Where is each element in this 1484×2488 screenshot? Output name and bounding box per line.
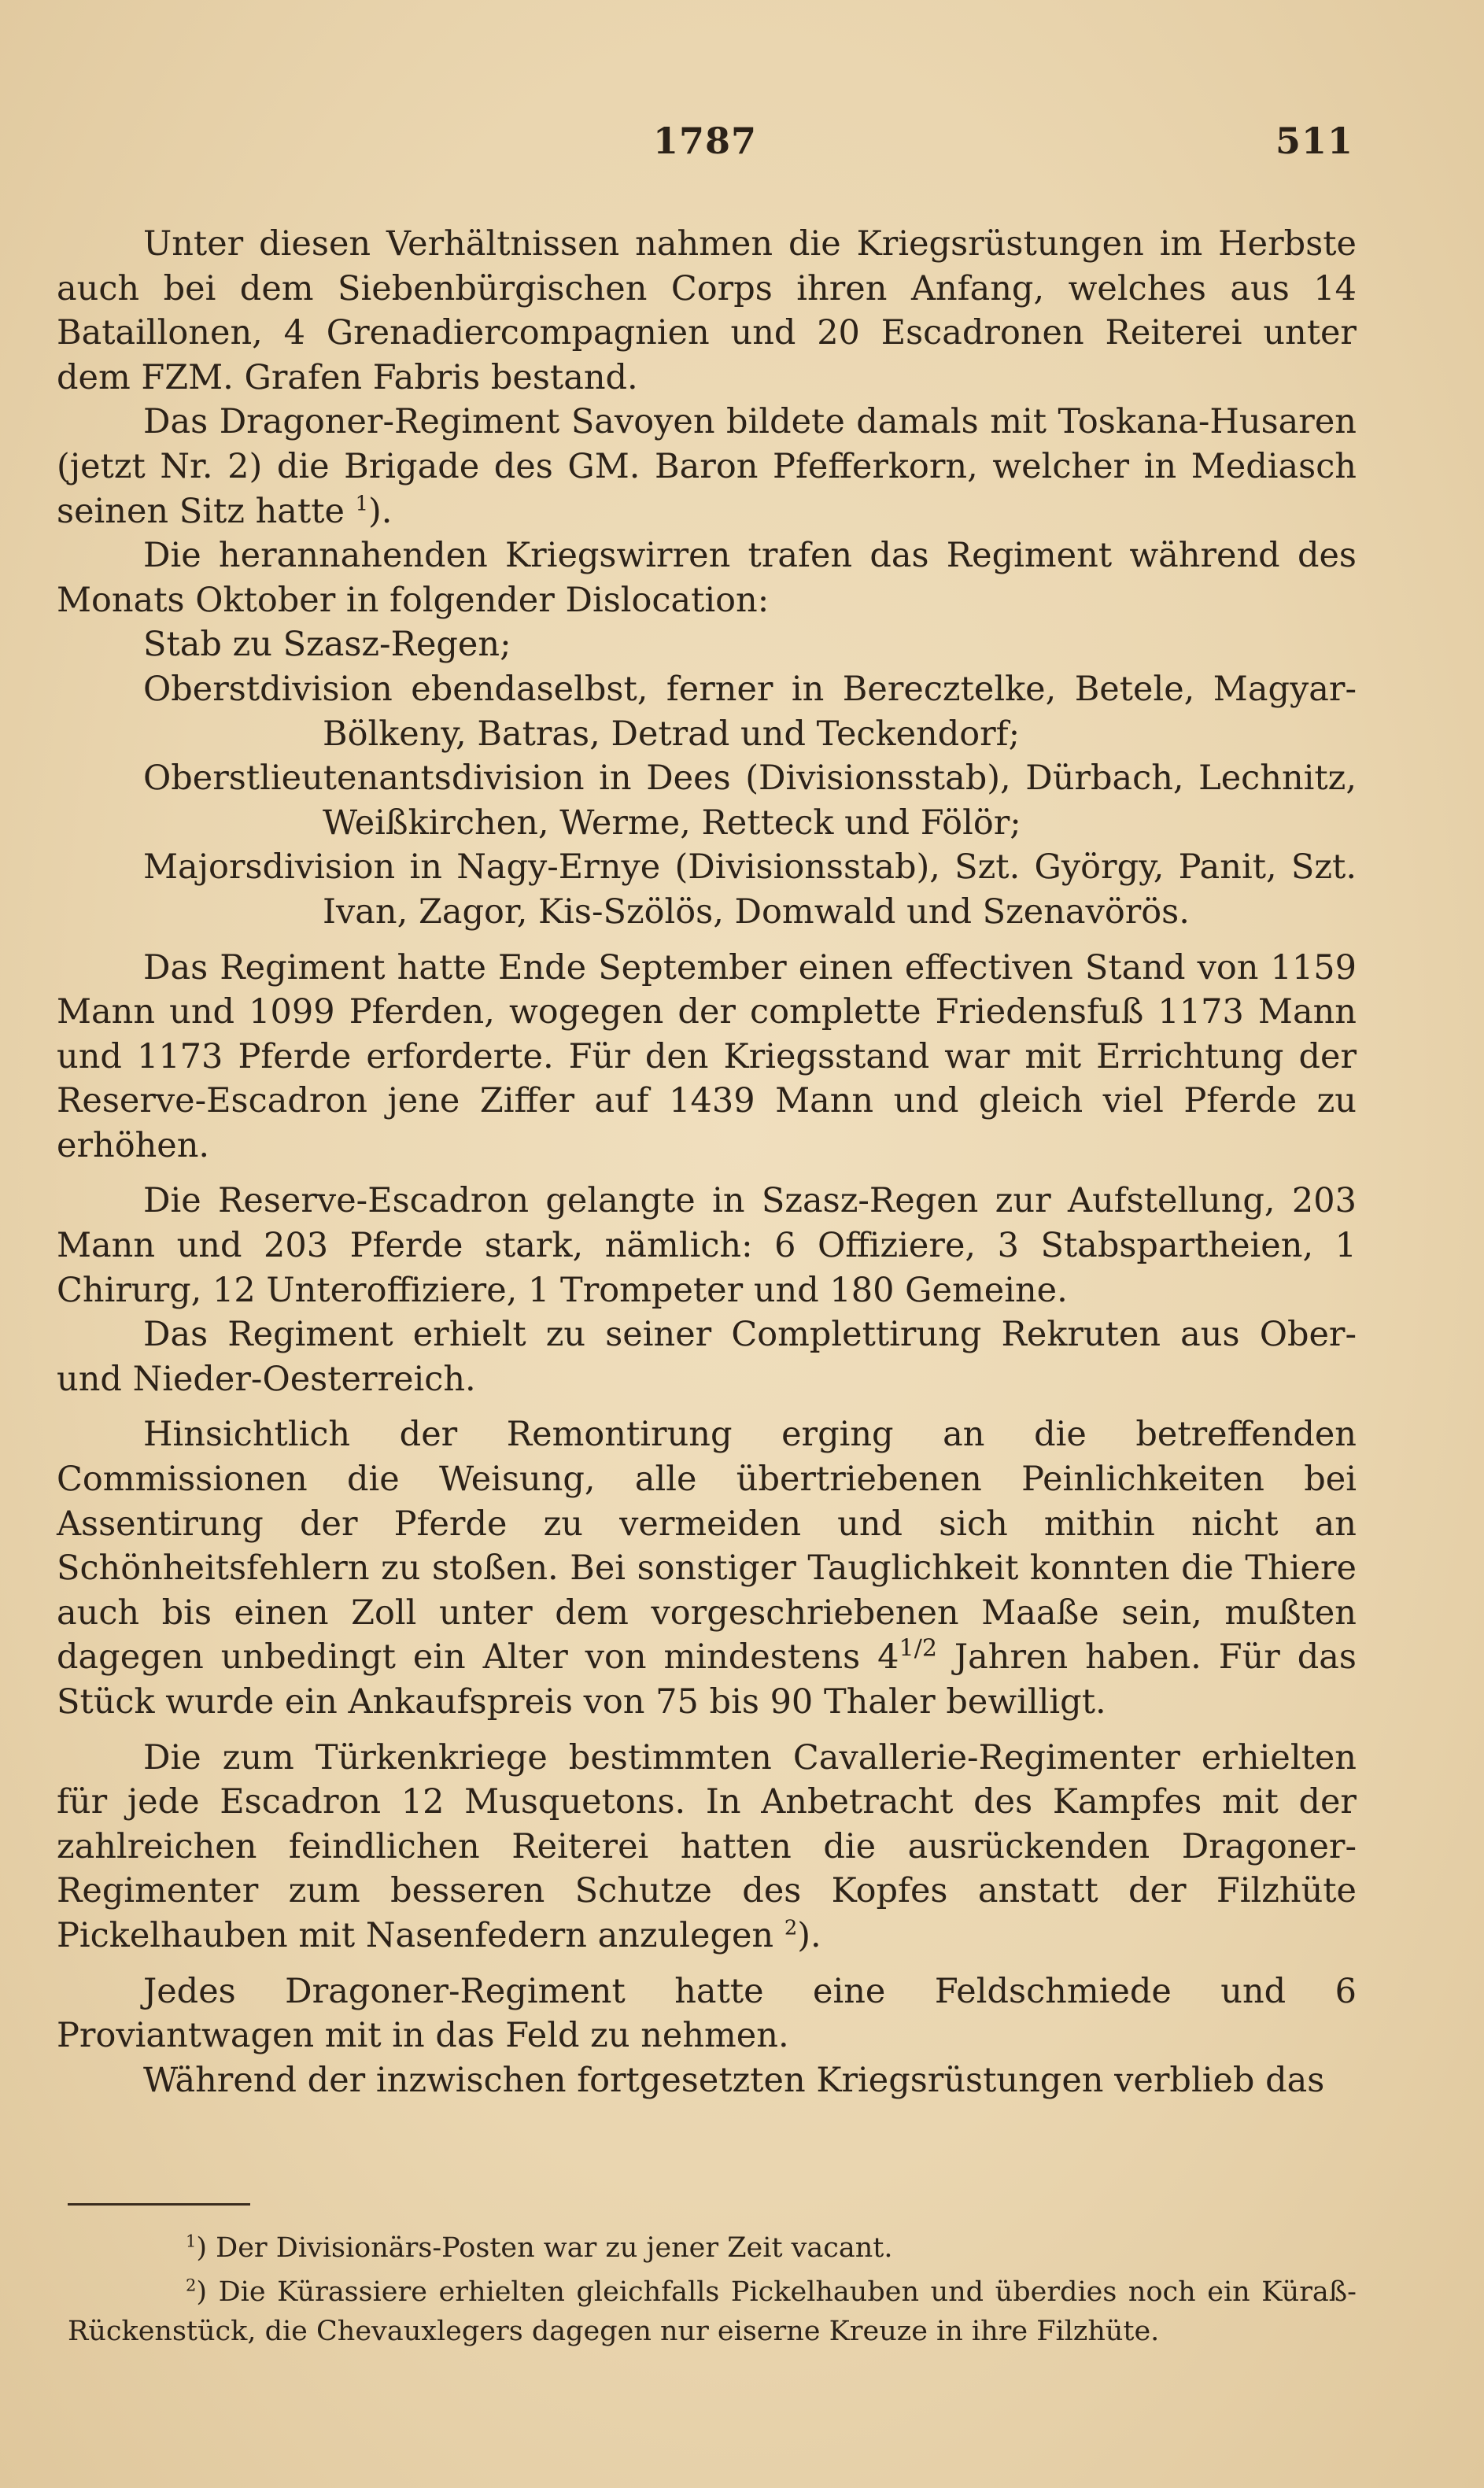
paragraph <box>57 1736 1357 1958</box>
paragraph: Während der inzwischen fortgesetzten Kriegsrüstungen verblieb das <box>143 2060 1325 2100</box>
paragraph: Die herannahenden Kriegswirren trafen das Regiment während des Monats Oktober in folgender Dislocation: <box>57 536 1357 620</box>
footnote-ref: 2 <box>784 1916 798 1940</box>
footnote-ref: 1 <box>355 492 369 516</box>
paragraph <box>57 1412 1357 1724</box>
paragraph: Die Reserve-Escadron gelangte in Szasz-Regen zur Aufstellung, 203 Mann und 203 Pferde stark, nämlich: 6 Offiziere, 3 Stabspartheien, 1 Chirurg, 12 Unteroffiziere, 1 Trompeter und 180 Gemeine. <box>57 1181 1357 1310</box>
dislocation-list <box>57 622 1357 934</box>
header-year: 1787 <box>653 120 758 162</box>
paragraph: Das Regiment erhielt zu seiner Complettirung Rekruten aus Ober- und Nieder-Oesterreich. <box>57 1315 1357 1399</box>
footnote-text: ) Die Kürassiere erhielten gleichfalls Pickelhauben und überdies noch ein Küraß-Rückenstück, die Chevauxlegers dagegen nur eiserne Kreuze in ihre Filzhüte. <box>68 2276 1357 2347</box>
list-item: Majorsdivision in Nagy-Ernye (Divisionsstab), Szt. György, Panit, Szt. Ivan, Zagor, Kis-Szölös, Domwald und Szenavörös. <box>143 847 1357 932</box>
paragraph-text: Die zum Türkenkriege bestimmten Cavallerie-Regimenter erhielten für jede Escadron 12 Musquetons. In Anbetracht des Kampfes mit der zahlreichen feindlichen Reiterei hatten die ausrückenden Dragoner-Regimenter zum besseren Schutze des Kopfes anstatt der Filzhüte Pickelhauben mit Nasenfedern anzulegen <box>57 1737 1357 1955</box>
footnotes <box>68 2228 1357 2351</box>
footnote-divider <box>68 2203 250 2206</box>
footnote-text: ) Der Divisionärs-Posten war zu jener Zeit vacant. <box>196 2232 893 2264</box>
footnote-number: 1 <box>186 2231 197 2251</box>
main-text <box>57 222 1357 2102</box>
paragraph-end: ). <box>797 1915 821 1955</box>
list-item: Stab zu Szasz-Regen; <box>143 625 511 665</box>
paragraph: Das Regiment hatte Ende September einen effectiven Stand von 1159 Mann und 1099 Pferden, wogegen der complette Friedensfuß 1173 Mann und 1173 Pferde erforderte. Für den Kriegsstand war mit Errichtung der Reserve-Escadron jene Ziffer auf 1439 Mann und gleich viel Pferde zu erhöhen. <box>57 947 1357 1165</box>
paragraph-text: Jahren haben. Für das Stück wurde ein Ankaufspreis von 75 bis 90 Thaler bewilligt. <box>57 1637 1357 1722</box>
list-item: Oberstlieutenantsdivision in Dees (Divisionsstab), Dürbach, Lechnitz, Weißkirchen, Werme, Retteck und Fölör; <box>143 759 1357 843</box>
list-item: Oberstdivision ebendaselbst, ferner in Berecztelke, Betele, Magyar-Bölkeny, Batras, Detrad und Teckendorf; <box>143 669 1357 754</box>
paragraph: Unter diesen Verhältnissen nahmen die Kriegsrüstungen im Herbste auch bei dem Siebenbürgischen Corps ihren Anfang, welches aus 14 Bataillonen, 4 Grenadiercompagnien und 20 Escadronen Reiterei unter dem FZM. Grafen Fabris bestand. <box>57 224 1357 397</box>
paragraph <box>57 400 1357 533</box>
page-header <box>134 120 1353 175</box>
paragraph-text: Hinsichtlich der Remontirung erging an die betreffenden Commissionen die Weisung, alle übertriebenen Peinlichkeiten bei Assentirung der Pferde zu vermeiden und sich mithin nicht an Schönheitsfehlern zu stoßen. Bei sonstiger Tauglichkeit konnten die Thiere auch bis einen Zoll unter dem vorgeschriebenen Maaße sein, mußten dagegen unbedingt ein Alter von mindestens 4 <box>57 1415 1357 1678</box>
paragraph-end: ). <box>368 491 393 531</box>
footnote-number: 2 <box>186 2276 197 2295</box>
paragraph-text: Das Dragoner-Regiment Savoyen bildete damals mit Toskana-Husaren (jetzt Nr. 2) die Brigade des GM. Baron Pfefferkorn, welcher in Mediasch seinen Sitz hatte <box>57 402 1357 531</box>
footnote <box>68 2272 1357 2351</box>
page-number: 511 <box>1275 120 1353 162</box>
fraction: 1/2 <box>899 1635 937 1663</box>
footnote <box>68 2228 1357 2268</box>
paragraph: Jedes Dragoner-Regiment hatte eine Feldschmiede und 6 Proviantwagen mit in das Feld zu nehmen. <box>57 1971 1357 2056</box>
